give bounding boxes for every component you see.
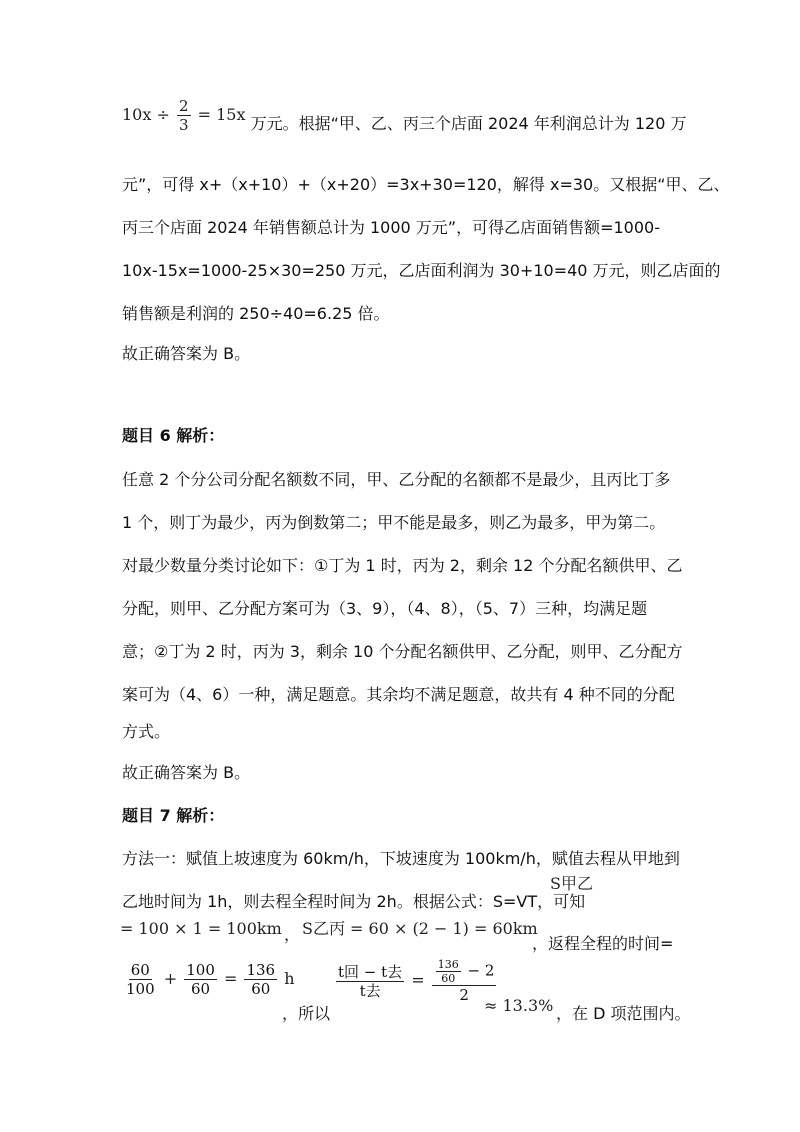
- fraction-numerator: 100: [186, 961, 215, 979]
- fraction-numerator: 2: [178, 97, 189, 115]
- math-expression: [122, 97, 251, 134]
- paragraph-line: 乙地时间为 1h，则去程全程时间为 2h。根据公式：S=VT，可知: [122, 892, 586, 911]
- math-term: = 15x: [197, 105, 246, 124]
- math-term: − 2: [467, 961, 495, 980]
- math-fraction: [436, 958, 461, 985]
- fraction-denominator: 60: [191, 980, 211, 998]
- math-term: 10x ÷: [122, 105, 170, 124]
- fraction-denominator: t去: [359, 981, 381, 1000]
- math-operator: =: [411, 970, 425, 990]
- paragraph-line: 分配，则甲、乙分配方案可为（3、9），（4、8），（5、7）三种，均满足题: [122, 599, 648, 618]
- paragraph-line: 方式。: [122, 722, 171, 741]
- math-unit: h: [284, 969, 295, 988]
- fraction-denominator: 100: [126, 980, 155, 998]
- answer-line: 故正确答案为 B。: [122, 344, 251, 363]
- fraction-denominator: 2: [459, 986, 469, 1005]
- paragraph-line: 方法一：赋值上坡速度为 60km/h，下坡速度为 100km/h，赋值去程从甲地到: [122, 849, 680, 868]
- fraction-denominator: 60: [251, 980, 271, 998]
- paragraph-line: 意；②丁为 2 时，丙为 3，剩余 10 个分配名额供甲、乙分配，则甲、乙分配方: [122, 642, 683, 661]
- text: ，在 D 项范围内。: [556, 1004, 691, 1023]
- math-operator: +: [163, 969, 178, 988]
- math-operator: =: [223, 969, 238, 988]
- fraction-numerator: 136: [246, 961, 276, 979]
- math-fraction: [244, 961, 277, 998]
- math-expression: [122, 961, 295, 998]
- math-expression: S乙丙 = 60 × (2 − 1) = 60km: [302, 919, 538, 938]
- paragraph-line: 案可为（4、6）一种，满足题意。其余均不满足题意，故共有 4 种不同的分配: [122, 685, 675, 704]
- text: 万元。根据“甲、乙、丙三个店面 2024 年利润总计为 120 万: [250, 114, 687, 133]
- fraction-numerator: [432, 958, 497, 986]
- paragraph-line: 丙三个店面 2024 年销售额总计为 1000 万元”，可得乙店面销售额=1000-: [122, 218, 660, 237]
- text: ，: [284, 925, 301, 944]
- math-fraction: [124, 961, 157, 998]
- math-expression: ≈ 13.3%: [484, 996, 554, 1015]
- math-fraction: [177, 97, 191, 134]
- fraction-denominator: 60: [441, 972, 456, 986]
- math-fraction: [336, 963, 404, 1000]
- math-fraction: [184, 961, 217, 998]
- paragraph-line: 对最少数量分类讨论如下：①丁为 1 时，丙为 2，剩余 12 个分配名额供甲、乙: [122, 556, 683, 575]
- paragraph-line: 销售额是利润的 250÷40=6.25 倍。: [122, 304, 390, 323]
- paragraph-line: 1 个，则丁为最少，丙为倒数第二；甲不能是最多，则乙为最多，甲为第二。: [122, 513, 666, 532]
- fraction-numerator: 136: [437, 958, 459, 971]
- text: ，返程全程的时间=: [532, 934, 674, 953]
- section-title: 题目 6 解析：: [122, 426, 225, 445]
- paragraph-line: 元”，可得 x+（x+10）+（x+20）=3x+30=120，解得 x=30。又根据“甲、乙、: [122, 175, 730, 194]
- answer-line: 故正确答案为 B。: [122, 763, 251, 782]
- fraction-numerator: 60: [130, 961, 150, 979]
- math-expression: = 100 × 1 = 100km: [120, 919, 282, 938]
- math-symbol: S甲乙: [550, 874, 593, 893]
- paragraph-line: [122, 97, 686, 134]
- text: ，所以: [282, 1004, 331, 1023]
- fraction-numerator: t回 − t去: [338, 962, 403, 981]
- math-expression: [334, 958, 498, 1004]
- paragraph-line: 任意 2 个分公司分配名额数不同，甲、乙分配的名额都不是最少，且丙比丁多: [122, 470, 671, 489]
- paragraph-line: 10x-15x=1000-25×30=250 万元，乙店面利润为 30+10=40 万元，则乙店面的: [122, 261, 721, 280]
- section-title: 题目 7 解析：: [122, 806, 225, 825]
- fraction-denominator: 3: [178, 116, 189, 134]
